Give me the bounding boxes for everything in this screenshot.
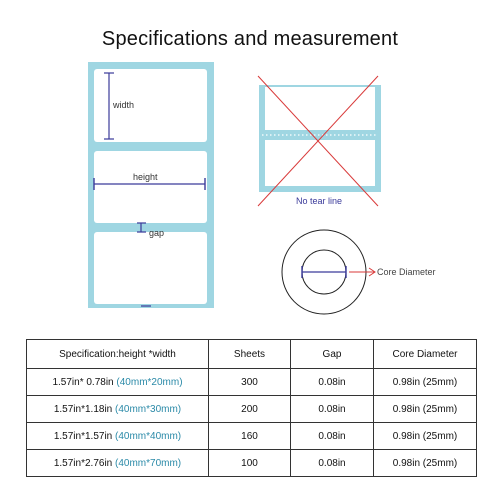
cell-gap: 0.08in [291, 396, 374, 423]
cell-core: 0.98in (25mm) [374, 396, 477, 423]
cell-sheets: 200 [209, 396, 291, 423]
page-title: Specifications and measurement [101, 28, 399, 50]
roll-label-bottom [265, 140, 375, 186]
height-label: height [133, 172, 158, 182]
cell-spec [27, 369, 209, 396]
label-2 [94, 151, 207, 223]
col-header-core: Core Diameter [374, 340, 477, 369]
spec-metric: (40mm*30mm) [115, 403, 182, 415]
width-label: width [113, 100, 135, 110]
liner-top-band [259, 85, 381, 87]
col-header-spec: Specification:height *width [27, 340, 209, 369]
core-diameter-illustration [282, 230, 436, 314]
cell-spec [27, 423, 209, 450]
spec-imperial: 1.57in*1.18in [53, 403, 113, 415]
cell-core: 0.98in (25mm) [374, 423, 477, 450]
spec-metric: (40mm*20mm) [116, 376, 183, 388]
cell-sheets: 160 [209, 423, 291, 450]
label-strip [88, 62, 214, 308]
table-row [27, 450, 477, 477]
cell-gap: 0.08in [291, 450, 374, 477]
spec-imperial: 1.57in*2.76in [53, 457, 113, 469]
cell-spec [27, 450, 209, 477]
spec-imperial: 1.57in* 0.78in [52, 376, 114, 388]
no-tear-line-illustration [258, 76, 381, 206]
gap-label: gap [149, 228, 165, 238]
spec-imperial: 1.57in*1.57in [53, 430, 113, 442]
label-3 [94, 232, 207, 304]
table-row [27, 396, 477, 423]
cell-spec [27, 396, 209, 423]
col-header-sheets: Sheets [209, 340, 291, 369]
table-row [27, 369, 477, 396]
spec-table [26, 339, 477, 477]
table-row [27, 423, 477, 450]
cell-gap: 0.08in [291, 423, 374, 450]
cell-gap: 0.08in [291, 369, 374, 396]
core-diameter-label: Core Diameter [377, 267, 436, 277]
cell-core: 0.98in (25mm) [374, 369, 477, 396]
cell-core: 0.98in (25mm) [374, 450, 477, 477]
cell-sheets: 300 [209, 369, 291, 396]
spec-metric: (40mm*70mm) [115, 457, 182, 469]
table-header-row [27, 340, 477, 369]
no-tear-line-label: No tear line [296, 196, 343, 206]
roll-label-top [265, 87, 375, 130]
cell-sheets: 100 [209, 450, 291, 477]
spec-metric: (40mm*40mm) [115, 430, 182, 442]
label-1 [94, 69, 207, 142]
col-header-gap: Gap [291, 340, 374, 369]
